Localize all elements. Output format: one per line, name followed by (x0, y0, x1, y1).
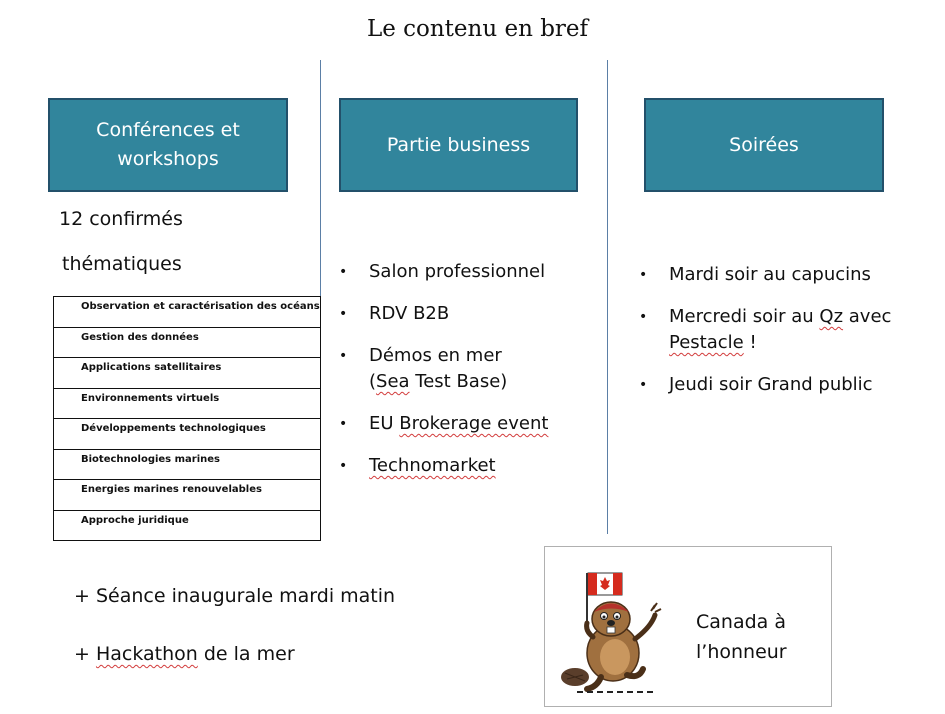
theme-cell: Energies marines renouvelables (54, 480, 321, 511)
hackathon-word: Hackathon (95, 643, 198, 665)
business-item-demos-rest: Test Base) (409, 371, 508, 392)
seance-inaugurale: + Séance inaugurale mardi matin (74, 585, 396, 607)
themes-label: thématiques (62, 253, 182, 275)
list-item (639, 262, 891, 288)
table-row (54, 327, 321, 358)
list-item (339, 301, 548, 327)
theme-cell: Applications satellitaires (54, 358, 321, 389)
table-row (54, 449, 321, 480)
business-item-technomarket: Technomarket (369, 455, 496, 476)
list-item (639, 372, 891, 398)
business-item-demos-line1: Démos en mer (369, 345, 502, 366)
soiree-item-mercredi-suffix: avec (843, 306, 892, 327)
business-item-rdv: RDV B2B (369, 303, 450, 324)
soirees-list (639, 262, 891, 398)
conferences-header-line2: workshops (117, 148, 219, 170)
soiree-item-mardi: Mardi soir au capucins (669, 264, 871, 285)
business-header-box (339, 98, 578, 192)
soiree-item-mercredi-end: ! (743, 332, 757, 353)
theme-cell: Observation et caractérisation des océans (81, 301, 320, 312)
business-header-label: Partie business (386, 133, 531, 156)
canada-caption (696, 607, 787, 667)
bullet-icon: • (339, 264, 348, 280)
table-row (54, 297, 321, 328)
soirees-header-label: Soirées (729, 133, 799, 156)
table-row (54, 510, 321, 541)
hackathon-prefix: + (74, 643, 96, 665)
canada-highlight-box (544, 546, 832, 707)
soiree-item-mercredi-pestacle: Pestacle (669, 332, 744, 353)
hackathon-suffix: de la mer (197, 643, 295, 665)
business-item-eu-brokerage: Brokerage event (399, 413, 549, 434)
business-item-eu-prefix: EU (369, 413, 400, 434)
list-item (339, 453, 548, 479)
list-item (639, 304, 891, 356)
bullet-icon: • (339, 348, 348, 364)
table-row (54, 480, 321, 511)
business-list (339, 259, 548, 479)
conferences-header-line1: Conférences et (96, 119, 240, 141)
beaver-with-canadian-flag-icon (547, 565, 684, 696)
business-item-demos-sea: Sea (376, 371, 410, 392)
table-row (54, 358, 321, 389)
list-item (339, 343, 548, 395)
theme-cell: Approche juridique (54, 510, 321, 541)
business-item-salon: Salon professionnel (369, 261, 546, 282)
soiree-item-mercredi-qz: Qz (819, 306, 844, 327)
bullet-icon: • (639, 267, 648, 283)
confirmed-count: 12 confirmés (59, 208, 183, 230)
list-item (339, 411, 548, 437)
bullet-icon: • (639, 377, 648, 393)
theme-cell: Développements technologiques (54, 419, 321, 450)
conferences-header-box (48, 98, 288, 192)
bullet-icon: • (339, 416, 348, 432)
theme-cell: Environnements virtuels (54, 388, 321, 419)
list-item (339, 259, 548, 285)
themes-table (53, 296, 321, 541)
soirees-header-box (644, 98, 884, 192)
theme-cell: Biotechnologies marines (54, 449, 321, 480)
page-title: Le contenu en bref (366, 16, 589, 42)
bullet-icon: • (339, 306, 348, 322)
bullet-icon: • (339, 458, 348, 474)
hackathon-line (74, 643, 295, 665)
table-row (54, 419, 321, 450)
soiree-item-jeudi: Jeudi soir Grand public (669, 374, 873, 395)
bullet-icon: • (639, 309, 648, 325)
canada-caption-line2: l’honneur (696, 641, 787, 663)
business-item-demos-open: ( (369, 371, 377, 392)
divider-right (607, 60, 608, 534)
soiree-item-mercredi-prefix: Mercredi soir au (669, 306, 820, 327)
table-row (54, 388, 321, 419)
canada-caption-line1: Canada à (696, 611, 786, 633)
theme-cell: Gestion des données (54, 327, 321, 358)
